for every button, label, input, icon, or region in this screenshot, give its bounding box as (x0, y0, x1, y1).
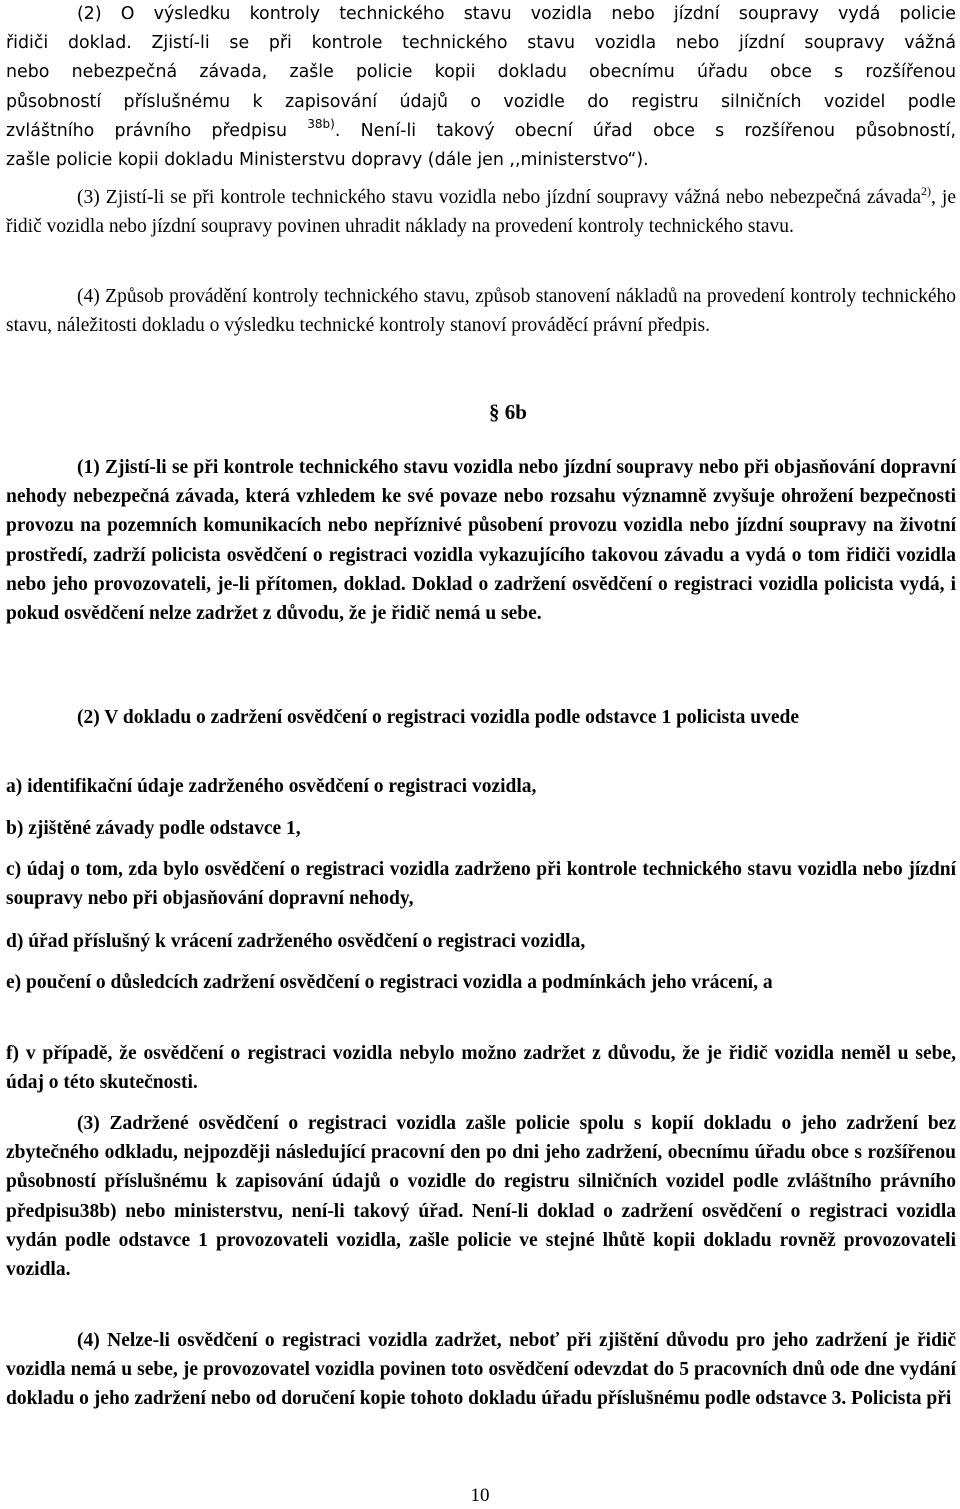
list-item-a: a) identifikační údaje zadrženého osvědčení o registraci vozidla, (6, 776, 537, 797)
paragraph-3-text-a: (3) Zjistí-li se při kontrole technického stavu vozidla nebo jízdní soupravy vážná nebo nebezpečná závada (77, 187, 921, 208)
list-item-c: c) údaj o tom, zda bylo osvědčení o registraci vozidla zadrženo při kontrole technického stavu vozidla nebo jízdní soupravy nebo při objasňování dopravní nehody, (6, 859, 956, 910)
section-heading-text: § 6b (489, 400, 527, 424)
paragraph-3 (6, 183, 956, 241)
paragraph-2-text-a: zvláštního právního předpisu (6, 120, 287, 141)
paragraph-4: (4) Způsob provádění kontroly technického stavu, způsob stanovení nákladů na provedení kontroly technického stavu, náležitosti dokladu o výsledku technické kontroly stanoví prováděcí právní předpis. (6, 286, 956, 337)
paragraph-2 (6, 0, 956, 175)
paragraph-2-line-6: zašle policie kopii dokladu Ministerstvu dopravy (dále jen ,,ministerstvo“). (6, 150, 649, 171)
paragraph-2-line-1: (2) O výsledku kontroly technického stavu vozidla nebo jízdní soupravy vydá policie (77, 4, 956, 24)
section-6b-paragraph-3: (3) Zadržené osvědčení o registraci vozidla zašle policie spolu s kopií dokladu o jeho zadržení bez zbytečného odkladu, nejpozději následující pracovní den po dni jeho zadržení, obecnímu úřadu obce s rozšířenou působností příslušnému k zapisování údajů o vozidle do registru silničních vozidel podle zvláštního právního předpisu38b) nebo ministerstvu, není-li takový úřad. Není-li doklad o zadržení osvědčení o registraci vozidla vydán podle odstavce 1 provozovateli vozidla, zašle policie ve stejné lhůtě kopii dokladu rovněž provozovateli vozidla. (6, 1113, 956, 1281)
section-6b-paragraph-4: (4) Nelze-li osvědčení o registraci vozidla zadržet, neboť při zjištění důvodu pro jeho zadržení je řidič vozidla nemá u sebe, je provozovatel vozidla povinen toto osvědčení odevzdat do 5 pracovních dnů ode dne vydání dokladu o jeho zadržení nebo od doručení kopie tohoto dokladu úřadu příslušnému podle odstavce 3. Policista při (6, 1330, 956, 1410)
list-item-f: f) v případě, že osvědčení o registraci vozidla nebylo možno zadržet z důvodu, že je řidič vozidla neměl u sebe, údaj o této skutečnosti. (6, 1043, 956, 1094)
paragraph-2-line-4: působností příslušnému k zapisování údajů o vozidle do registru silničních vozidel podle (6, 91, 956, 112)
paragraph-2-line-2: řidiči doklad. Zjistí-li se při kontrole technického stavu vozidla nebo jízdní soupravy vážná (6, 33, 956, 54)
paragraph-2-line-5 (6, 117, 956, 146)
section-6b-paragraph-1: (1) Zjistí-li se při kontrole technického stavu vozidla nebo jízdní soupravy nebo při objasňování dopravní nehody nebezpečná závada, která vzhledem ke své povaze nebo rozsahu významně zvyšuje ohrožení bezpečnosti provozu na pozemních komunikacích nebo nepříznivé působení provozu vozidla nebo jízdní soupravy na životní prostředí, zadrží policista osvědčení o registraci vozidla vykazujícího takovou závadu a vydá o tom řidiči vozidla nebo jeho provozovateli, je-li přítomen, doklad. Doklad o zadržení osvědčení o registraci vozidla policista vydá, i pokud osvědčení nelze zadržet z důvodu, že je řidič nemá u sebe. (6, 457, 956, 625)
list-item-e: e) poučení o důsledcích zadržení osvědčení o registraci vozidla a podmínkách jeho vrácení, a (6, 972, 773, 993)
list-item-b: b) zjištěné závady podle odstavce 1, (6, 818, 301, 839)
footnote-ref-2: 2) (920, 184, 931, 198)
paragraph-2-line-3: nebo nebezpečná závada, zašle policie kopii dokladu obecnímu úřadu obce s rozšířenou (6, 62, 956, 83)
section-6b-paragraph-2: (2) V dokladu o zadržení osvědčení o registraci vozidla podle odstavce 1 policista uvede (77, 707, 800, 728)
paragraph-3-text-b: , je řidič vozidla nebo jízdní soupravy povinen uhradit náklady na provedení kontroly technického stavu. (6, 187, 956, 238)
list-item-d: d) úřad příslušný k vrácení zadrženého osvědčení o registraci vozidla, (6, 931, 586, 952)
footnote-ref-38b: 38b) (307, 116, 335, 131)
page-number: 10 (470, 1485, 490, 1506)
paragraph-2-text-b: . Není-li takový obecní úřad obce s rozšířenou působností, (334, 120, 957, 141)
